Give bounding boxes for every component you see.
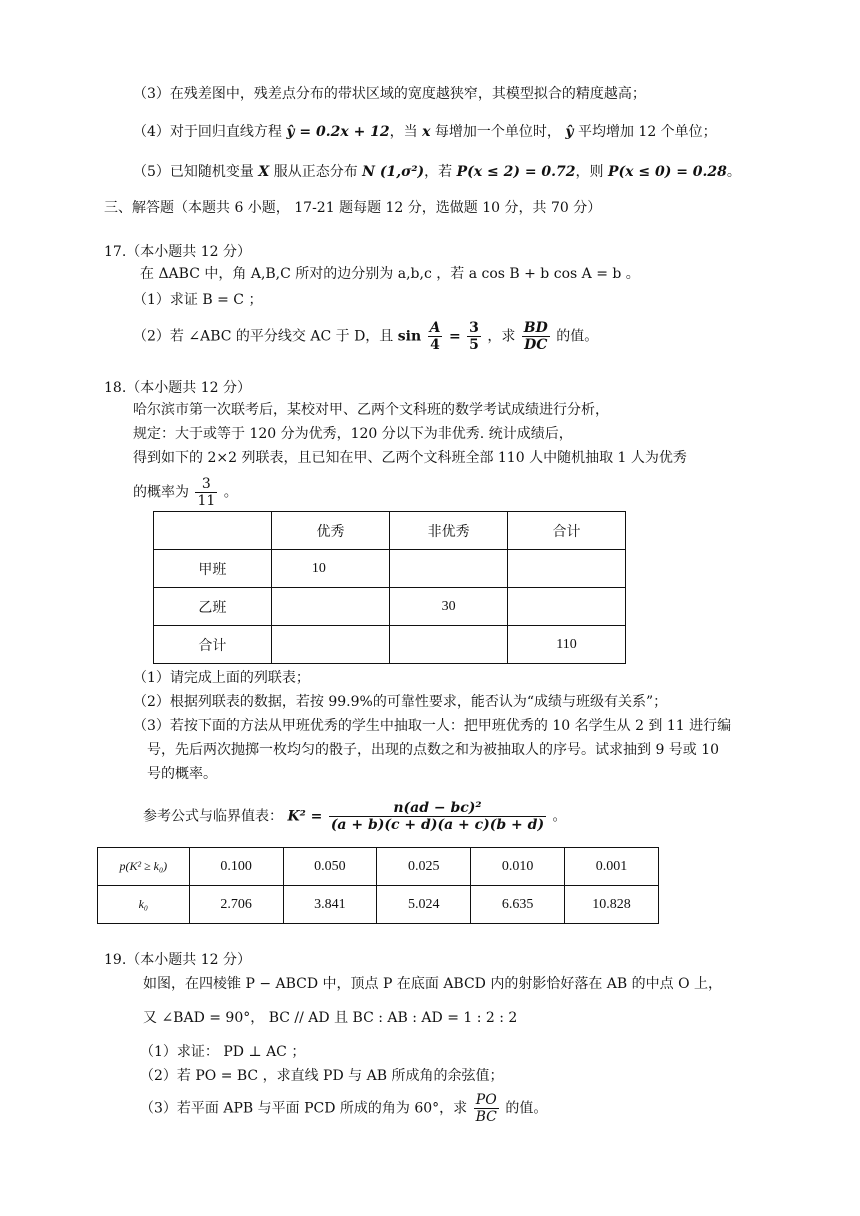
p-value-cell: 0.025 — [377, 848, 471, 886]
q17-line3-prefix: （2）若 ∠ABC 的平分线交 AC 于 D，且 — [133, 328, 394, 345]
q18-line4 — [133, 476, 238, 509]
q17-frac-bddc-den: DC — [524, 337, 548, 353]
q17-line3 — [133, 320, 598, 353]
formula-line — [143, 800, 567, 833]
contingency-header-cell — [154, 512, 272, 550]
item-5-prefix: （5）已知随机变量 — [133, 164, 254, 180]
q18-line2: 规定：大于或等于 120 分为优秀，120 分以下为非优秀. 统计成绩后， — [133, 426, 573, 442]
critical-value-table — [97, 847, 659, 924]
q18-sub3a: （3）若按下面的方法从甲班优秀的学生中抽取一人：把甲班优秀的 10 名学生从 2 到 11 进行编 — [133, 718, 732, 734]
q18-frac-prob-den: 11 — [197, 493, 216, 509]
table-cell — [508, 588, 626, 626]
q19-frac-num: PO — [474, 1092, 499, 1109]
q19-frac-pobc — [474, 1092, 499, 1125]
contingency-header-cell: 非优秀 — [390, 512, 508, 550]
item-4-middle: ，当 — [389, 124, 418, 140]
q18-sub3b: 号，先后两次抛掷一枚均匀的骰子，出现的点数之和为被抽取人的序号。试求抽到 9 号或 10 — [147, 742, 720, 758]
q17-frac-bddc-num: BD — [523, 320, 548, 336]
q17-header: 17.（本小题共 12 分） — [104, 244, 251, 260]
q18-line4-prefix: 的概率为 — [133, 484, 189, 501]
item-3-text: （3）在残差图中，残差点分布的带状区域的宽度越狭窄，其模型拟合的精度越高； — [133, 86, 646, 102]
item-4-end: 平均增加 12 个单位； — [577, 124, 717, 140]
k-value-cell: 3.841 — [283, 886, 377, 924]
k-value-cell: 2.706 — [189, 886, 283, 924]
q18-line1: 哈尔滨市第一次联考后，某校对甲、乙两个文科班的数学考试成绩进行分析， — [133, 402, 609, 418]
q17-frac-35 — [467, 320, 481, 353]
item-5-X: X — [258, 164, 270, 180]
table-row — [154, 550, 626, 588]
q17-frac-a4-den: 4 — [430, 337, 440, 353]
item-5-mid3: ，则 — [575, 164, 604, 180]
q18-sub3c: 号的概率。 — [147, 766, 217, 782]
q18-header: 18.（本小题共 12 分） — [104, 380, 251, 396]
p-value-cell: 0.010 — [471, 848, 565, 886]
contingency-header-cell: 优秀 — [271, 512, 389, 550]
q17-line3-mid: ，求 — [487, 328, 516, 345]
q19-sub3-prefix: （3）若平面 APB 与平面 PCD 所成的角为 60°，求 — [140, 1100, 468, 1117]
q17-line2: （1）求证 B = C ； — [133, 292, 263, 308]
table-row — [154, 626, 626, 664]
q19-header: 19.（本小题共 12 分） — [104, 952, 251, 968]
k-value-cell: 6.635 — [471, 886, 565, 924]
item-4-yhat: ŷ — [565, 124, 574, 140]
q19-sub1: （1）求证： PD ⊥ AC ； — [140, 1044, 306, 1060]
formula-end: 。 — [552, 808, 567, 825]
item-4-var: x — [422, 124, 431, 140]
table-cell — [390, 626, 508, 664]
table-row — [98, 886, 659, 924]
k-value-cell: 5.024 — [377, 886, 471, 924]
q17-frac-a4-num: A — [429, 320, 441, 336]
q18-line3: 得到如下的 2×2 列联表，且已知在甲、乙两个文科班全部 110 人中随机抽取 1 人为优秀 — [133, 450, 687, 466]
item-4-suffix: 每增加一个单位时， — [434, 124, 561, 140]
formula-denominator: (a + b)(c + d)(a + c)(b + d) — [330, 817, 545, 833]
q18-sub1: （1）请完成上面的列联表； — [133, 670, 310, 686]
item-5-end: 。 — [726, 164, 741, 180]
item-4 — [133, 122, 717, 142]
p-value-cell: 0.050 — [283, 848, 377, 886]
p-label-cell: p(K² ≥ k₀) — [98, 848, 190, 886]
table-cell — [390, 550, 508, 588]
table-cell: 合计 — [154, 626, 272, 664]
formula-fraction — [329, 800, 546, 833]
item-4-prefix: （4）对于回归直线方程 — [133, 124, 282, 140]
p-value-cell: 0.001 — [565, 848, 659, 886]
regression-equation: ŷ = 0.2x + 12 — [286, 124, 390, 140]
q19-frac-den: BC — [475, 1109, 497, 1125]
q18-sub2: （2）根据列联表的数据，若按 99.9%的可靠性要求，能否认为“成绩与班级有关系”； — [133, 694, 668, 710]
q17-line3-end: 的值。 — [556, 328, 599, 345]
k-value-cell: 10.828 — [565, 886, 659, 924]
item-5-mid1: 服从正态分布 — [273, 164, 358, 180]
table-cell — [271, 626, 389, 664]
item-3 — [133, 84, 646, 104]
contingency-table — [153, 511, 626, 664]
q19-sub2: （2）若 PO = BC ，求直线 PD 与 AB 所成角的余弦值； — [140, 1068, 504, 1084]
contingency-header-row — [154, 512, 626, 550]
q17-line1: 在 ΔABC 中，角 A,B,C 所对的边分别为 a,b,c ，若 a cos B + b cos A = b 。 — [140, 266, 640, 282]
q18-frac-prob-num: 3 — [195, 476, 217, 493]
q18-frac-prob — [195, 476, 217, 509]
item-5-p1: P(x ≤ 2) = 0.72 — [456, 164, 576, 180]
table-cell: 30 — [390, 588, 508, 626]
q17-equals: = — [448, 328, 461, 345]
table-row — [98, 848, 659, 886]
table-cell — [508, 550, 626, 588]
item-5-N: N (1,σ²) — [362, 164, 425, 180]
q18-line4-end: 。 — [223, 484, 238, 501]
table-cell: 乙班 — [154, 588, 272, 626]
formula-numerator: n(ad − bc)² — [329, 800, 546, 817]
q19-line1: 如图，在四棱锥 P − ABCD 中，顶点 P 在底面 ABCD 内的射影恰好落在 AB 的中点 O 上， — [143, 976, 723, 992]
q17-frac-35-den: 5 — [469, 337, 479, 353]
formula-lhs: K² = — [287, 808, 323, 825]
item-5-p2: P(x ≤ 0) = 0.28 — [607, 164, 727, 180]
p-value-cell: 0.100 — [189, 848, 283, 886]
formula-label: 参考公式与临界值表： — [143, 808, 283, 825]
contingency-header-cell: 合计 — [508, 512, 626, 550]
q17-frac-35-num: 3 — [469, 320, 479, 336]
table-cell: 110 — [508, 626, 626, 664]
section3-title: 三、解答题（本题共 6 小题， 17-21 题每题 12 分，选做题 10 分，共 70 分） — [104, 200, 602, 216]
item-5-mid2: ，若 — [424, 164, 453, 180]
table-row — [154, 588, 626, 626]
q19-sub3-end: 的值。 — [505, 1100, 548, 1117]
q19-line2: 又 ∠BAD = 90°， BC // AD 且 BC : AB : AD = 1 : 2 : 2 — [143, 1010, 518, 1026]
q17-frac-a4 — [428, 320, 443, 353]
table-cell: 甲班 — [154, 550, 272, 588]
k-label-cell: k₀ — [98, 886, 190, 924]
q19-sub3 — [140, 1092, 547, 1125]
q17-frac-bddc — [522, 320, 550, 353]
item-5 — [133, 162, 741, 182]
table-cell — [271, 588, 389, 626]
q17-sin: sin — [397, 328, 422, 345]
table-cell: 10 — [271, 550, 389, 588]
